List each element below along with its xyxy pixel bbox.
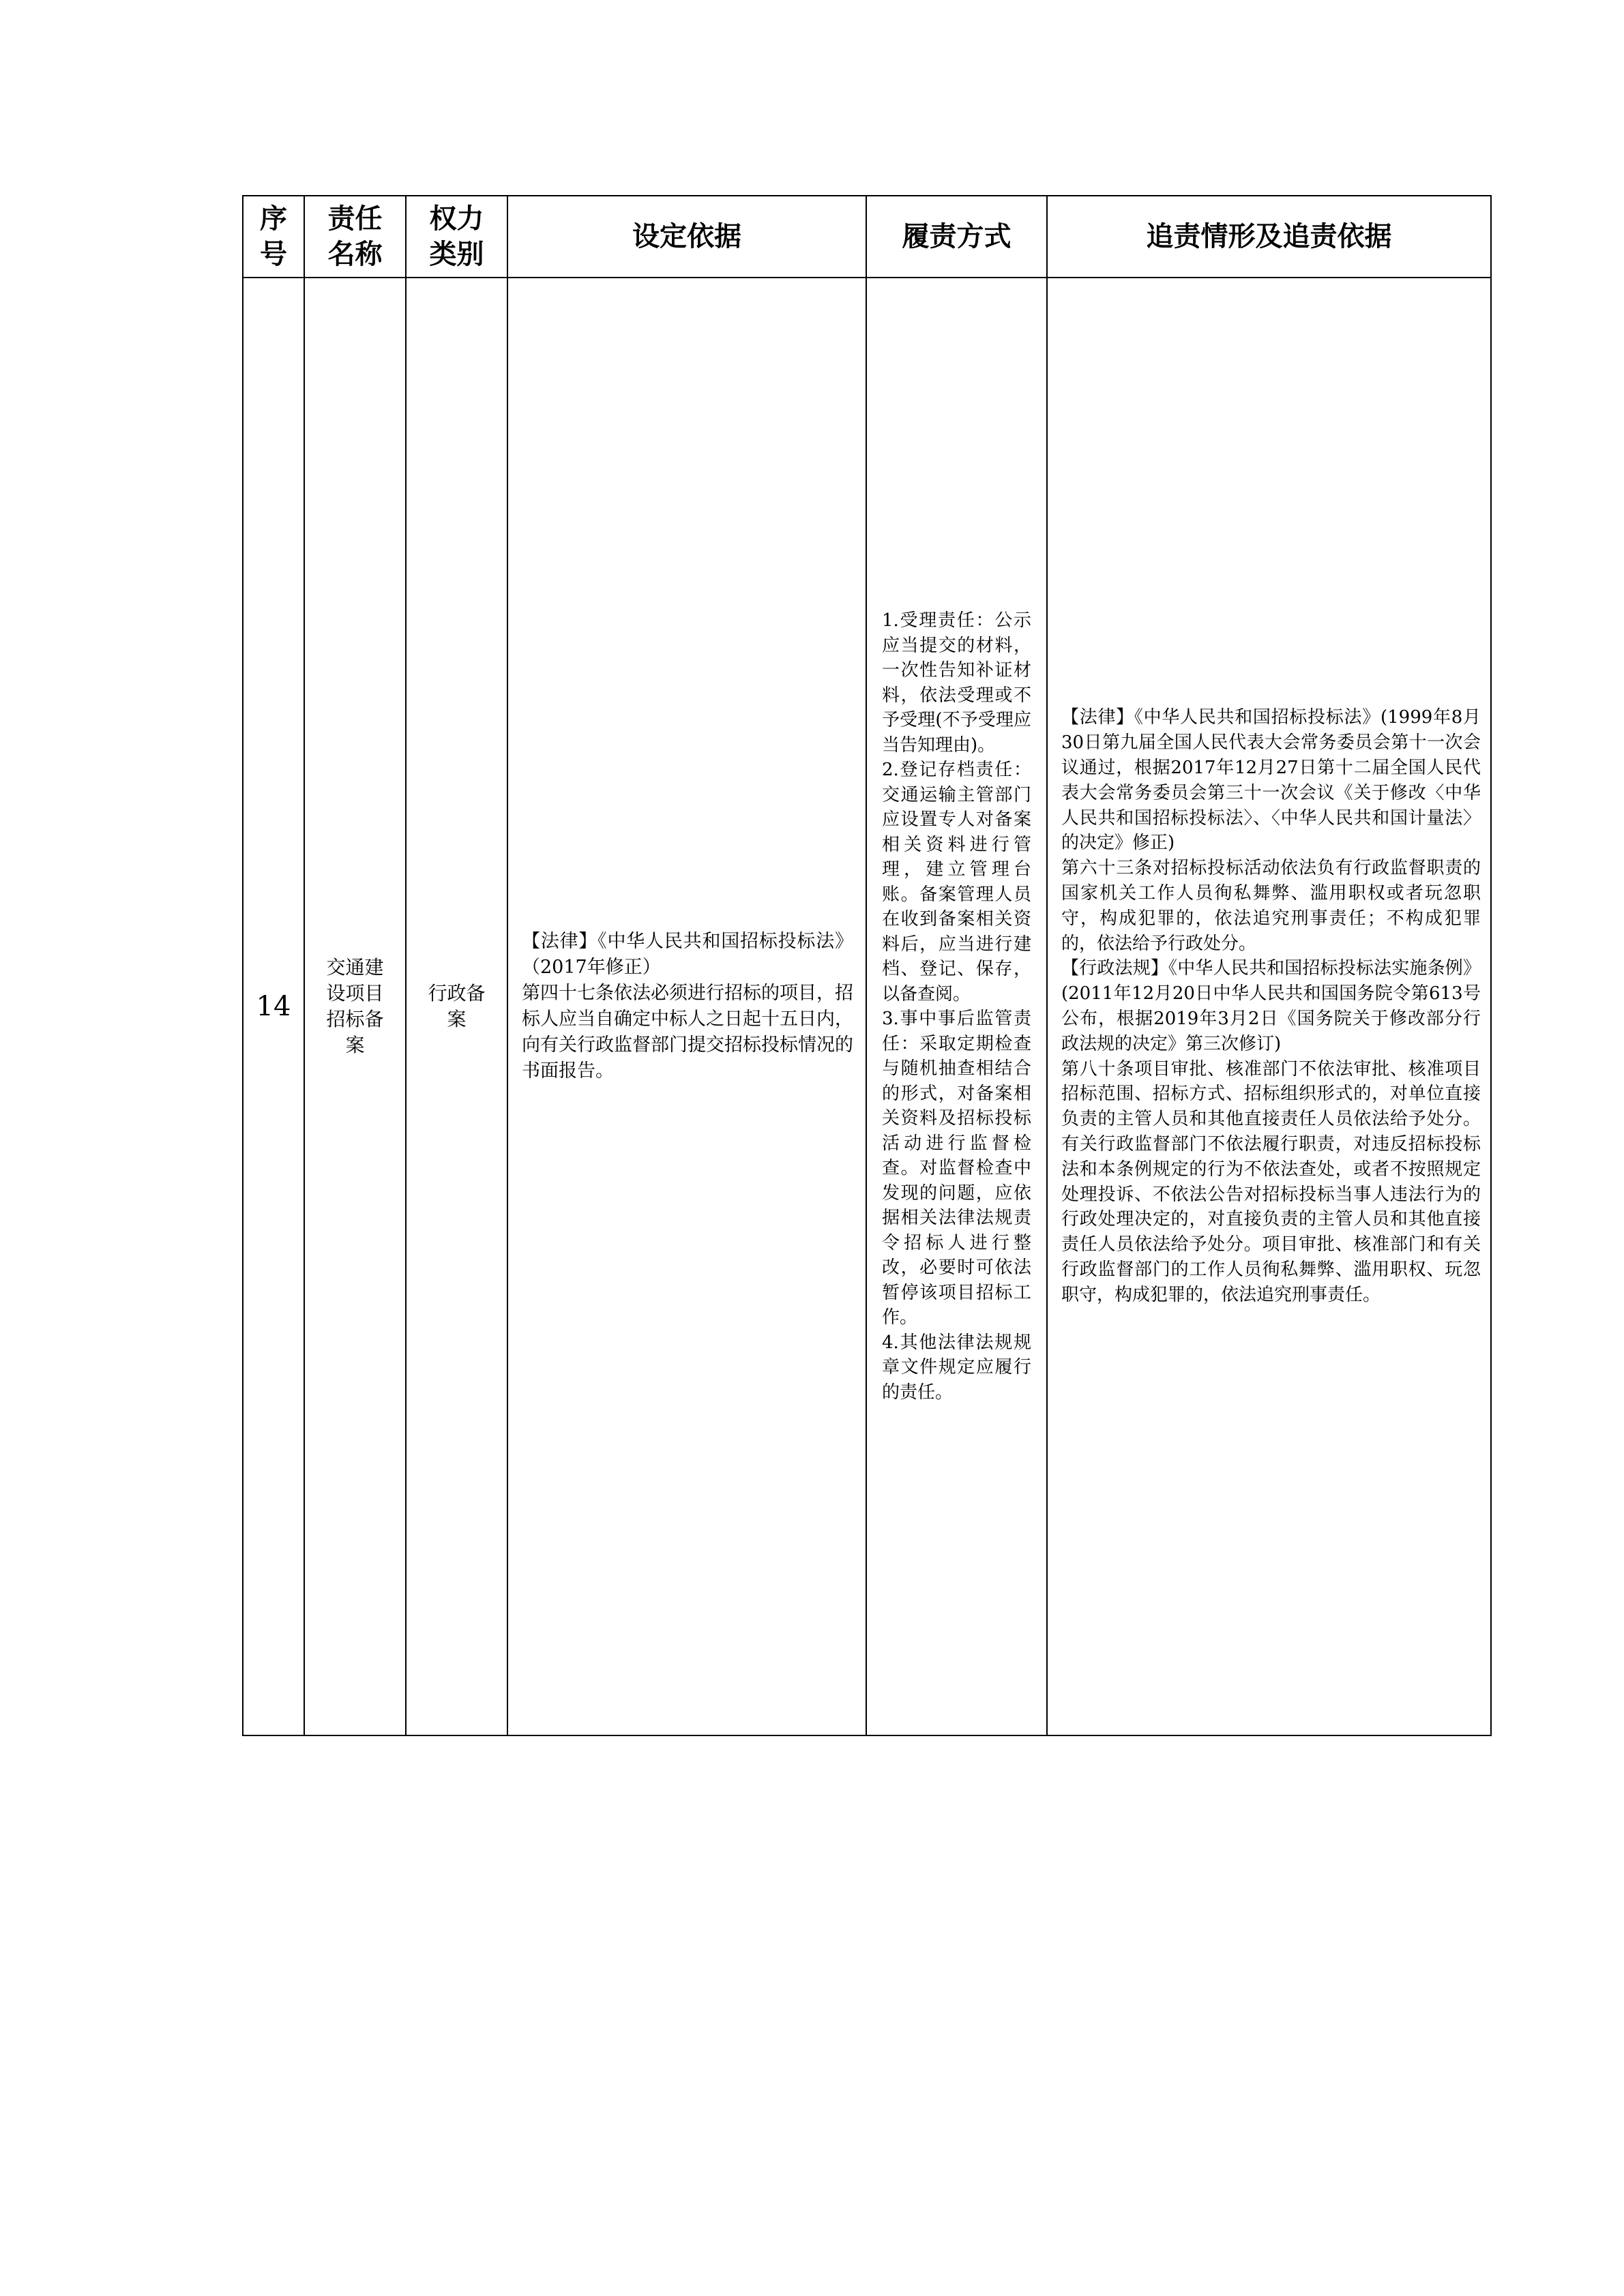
duty-item-supervision: 3.事中事后监管责任：采取定期检查与随机抽查相结合的形式，对备案相关资料及招标投标活动进行监督检查。对监督检查中发现的问题，应依据相关法律法规责令招标人进行整改，必要时可依法暂停该项目招标工作。 — [882, 1009, 1031, 1328]
header-no-line-1: 序 — [260, 203, 287, 235]
power-type: 行政备案 — [406, 278, 507, 1735]
header-type-line-1: 权力 — [429, 203, 484, 235]
header-no — [243, 196, 304, 278]
legal-basis-source: 【法律】《中华人民共和国招标投标法》（2017年修正） — [522, 931, 853, 978]
header-name-line-2: 名称 — [327, 239, 383, 270]
header-way: 履责方式 — [866, 196, 1047, 278]
table-row — [243, 278, 1491, 1735]
header-name-line-1: 责任 — [327, 203, 383, 235]
header-basis: 设定依据 — [507, 196, 866, 278]
accountability-law-article: 第六十三条对招标投标活动依法负有行政监督职责的国家机关工作人员徇私舞弊、滥用职权或者玩忽职守，构成犯罪的，依法追究刑事责任；不构成犯罪的，依法给予行政处分。 — [1061, 858, 1481, 954]
legal-basis-cell — [507, 278, 866, 1735]
table-header-row — [243, 196, 1491, 278]
legal-basis-article: 第四十七条依法必须进行招标的项目，招标人应当自确定中标人之日起十五日内，向有关行政监督部门提交招标投标情况的书面报告。 — [522, 983, 853, 1082]
accountability-regulation-source: 【行政法规】《中华人民共和国招标投标法实施条例》(2011年12月20日中华人民共和国国务院令第613号公布，根据2019年3月2日《国务院关于修改部分行政法规的决定》第三次修订) — [1061, 958, 1481, 1054]
header-no-line-2: 号 — [260, 239, 287, 270]
duty-item-other: 4.其他法律法规规章文件规定应履行的责任。 — [882, 1332, 1031, 1403]
accountability-cell — [1047, 278, 1491, 1735]
row-number: 14 — [243, 278, 304, 1735]
duty-item-acceptance: 1.受理责任：公示应当提交的材料，一次性告知补证材料，依法受理或不予受理(不予受理应当告知理由)。 — [882, 610, 1031, 756]
accountability-law-source: 【法律】《中华人民共和国招标投标法》(1999年8月30日第九届全国人民代表大会常务委员会第十一次会议通过，根据2017年12月27日第十二届全国人民代表大会常务委员会第三十一次会议《关于修改〈中华人民共和国招标投标法〉、〈中华人民共和国计量法〉的决定》修正) — [1061, 707, 1481, 854]
duty-item-archiving: 2.登记存档责任：交通运输主管部门应设置专人对备案相关资料进行管理，建立管理台账。备案管理人员在收到备案相关资料后，应当进行建档、登记、保存，以备查阅。 — [882, 760, 1031, 1004]
header-type-line-2: 类别 — [429, 239, 484, 270]
responsibility-table — [242, 195, 1492, 1736]
header-name — [304, 196, 406, 278]
responsibility-name: 交通建设项目招标备案 — [304, 278, 406, 1735]
duty-method-cell — [866, 278, 1047, 1735]
accountability-regulation-article: 第八十条项目审批、核准部门不依法审批、核准项目招标范围、招标方式、招标组织形式的，对单位直接负责的主管人员和其他直接责任人员依法给予处分。有关行政监督部门不依法履行职责，对违反招标投标法和本条例规定的行为不依法查处，或者不按照规定处理投诉、不依法公告对招标投标当事人违法行为的行政处理决定的，对直接负责的主管人员和其他直接责任人员依法给予处分。项目审批、核准部门和有关行政监督部门的工作人员徇私舞弊、滥用职权、玩忽职守，构成犯罪的，依法追究刑事责任。 — [1061, 1058, 1481, 1305]
header-accountability: 追责情形及追责依据 — [1047, 196, 1491, 278]
header-type — [406, 196, 507, 278]
